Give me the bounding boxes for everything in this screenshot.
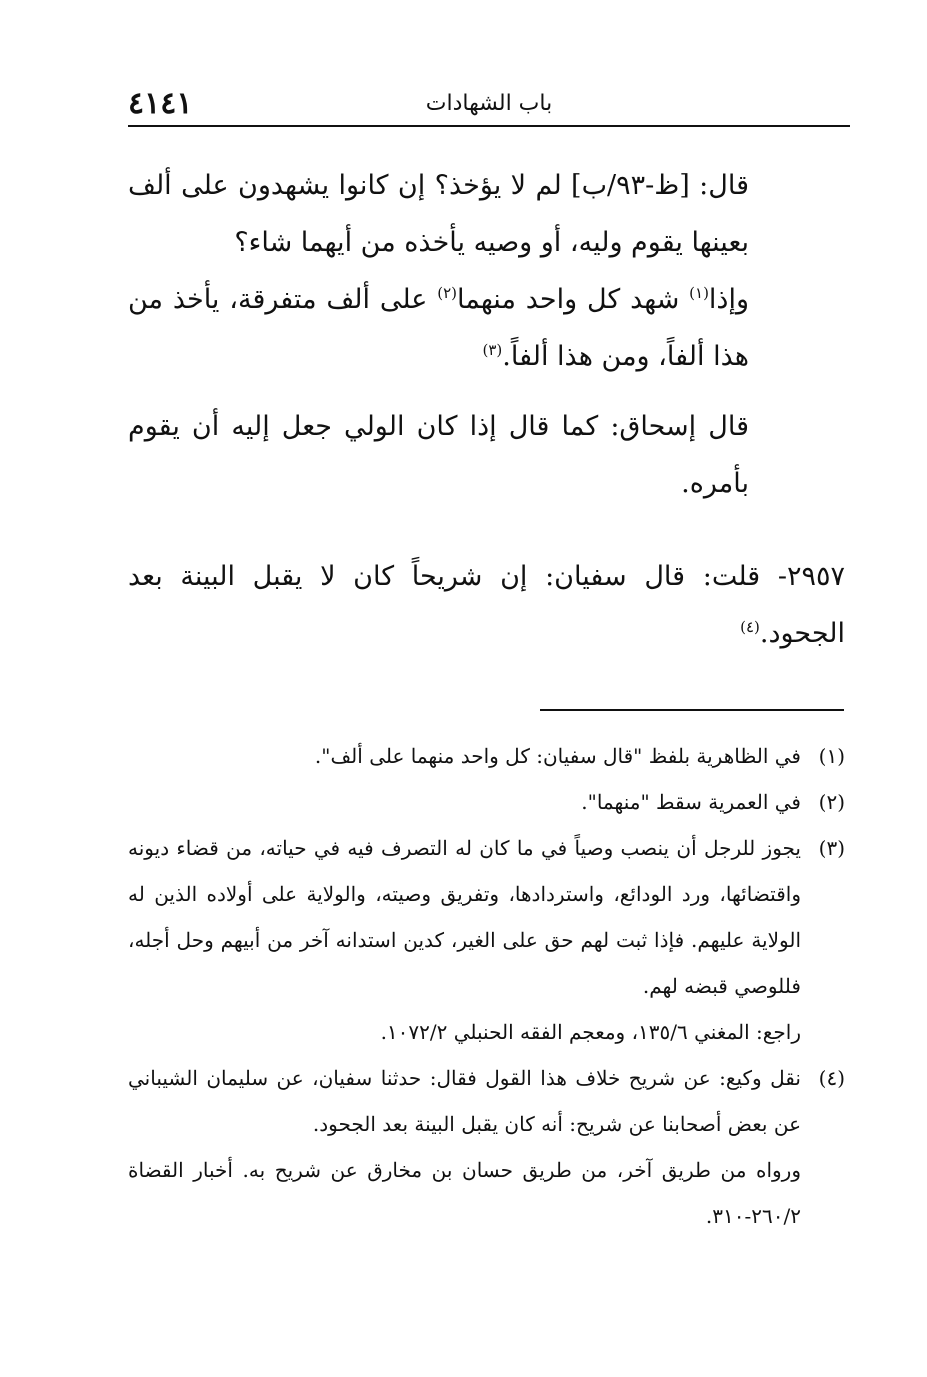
footnote-number: (٤) xyxy=(818,1066,845,1090)
footnote-text: يجوز للرجل أن ينصب وصياً في ما كان له التصرف فيه في حياته، من قضاء ديونه واقتضائها، ورد الودائع، واستردادها، وتفريق وصيته، والولاية على أولاده الذين له الولاية عليهم. فإذا ثبت لهم حق على الغير، كدين استدانه آخر من أبيهم وحل أجله، فللوصي قبضه لهم. xyxy=(128,836,801,998)
header-rule xyxy=(128,125,850,127)
paragraph-text: قال إسحاق: كما قال إذا كان الولي جعل إليه أن يقوم بأمره. xyxy=(128,411,749,499)
paragraph-text: وإذا xyxy=(708,284,749,315)
footnotes xyxy=(128,733,845,1239)
paragraph-text: قلت: قال سفيان: إن شريحاً كان لا يقبل البينة بعد الجحود. xyxy=(128,561,845,649)
entry-number: ٢٩٥٧- xyxy=(777,561,845,592)
footnote-ref-4[interactable]: (٤) xyxy=(740,618,760,636)
footnote-1 xyxy=(128,733,845,779)
footnote-3 xyxy=(128,825,845,1055)
footnote-ref-3[interactable]: (٣) xyxy=(482,341,503,359)
footnote-reference: راجع: المغني ١٣٥/٦، ومعجم الفقه الحنبلي ١٠٧٢/٢. xyxy=(380,1020,801,1044)
paragraph-text: على ألف متفرقة، يأخذ من هذا ألفاً، ومن هذا ألفاً. xyxy=(128,284,749,372)
chapter-title: باب الشهادات xyxy=(425,91,553,116)
footnote-number: (٣) xyxy=(818,836,845,860)
footnote-ref-2[interactable]: (٢) xyxy=(437,284,458,302)
footnote-2 xyxy=(128,779,845,825)
footnote-reference: ورواه من طريق آخر، من طريق حسان بن مخارق عن شريح به. أخبار القضاة ٢٦٠/٢-٣١٠. xyxy=(128,1158,801,1228)
paragraph-witnesses xyxy=(128,271,749,385)
paragraph-text: قال: [ظ-٩٣/ب] لم لا يؤخذ؟ إن كانوا يشهدون على ألف بعينها يقوم وليه، أو وصيه يأخذه من أيهما شاء؟ xyxy=(128,170,749,258)
footnote-separator xyxy=(540,709,844,711)
page-number: ٤١٤١ xyxy=(128,86,193,121)
footnote-text: نقل وكيع: عن شريح خلاف هذا القول فقال: حدثنا سفيان، عن سليمان الشيباني عن بعض أصحابنا عن شريح: أنه كان يقبل البينة بعد الجحود. xyxy=(128,1066,801,1136)
paragraph-question xyxy=(128,157,749,271)
footnote-text: في العمرية سقط "منهما". xyxy=(581,790,801,814)
footnote-text: في الظاهرية بلفظ "قال سفيان: كل واحد منهما على ألف". xyxy=(314,744,801,768)
footnote-ref-1[interactable]: (١) xyxy=(689,284,709,302)
footnote-number: (١) xyxy=(818,744,845,768)
footnote-4 xyxy=(128,1055,845,1239)
page-header xyxy=(128,84,850,124)
paragraph-ishaq xyxy=(128,398,749,512)
footnote-number: (٢) xyxy=(818,790,845,814)
paragraph-text: شهد كل واحد منهما xyxy=(457,284,690,315)
paragraph-2957 xyxy=(128,548,845,662)
